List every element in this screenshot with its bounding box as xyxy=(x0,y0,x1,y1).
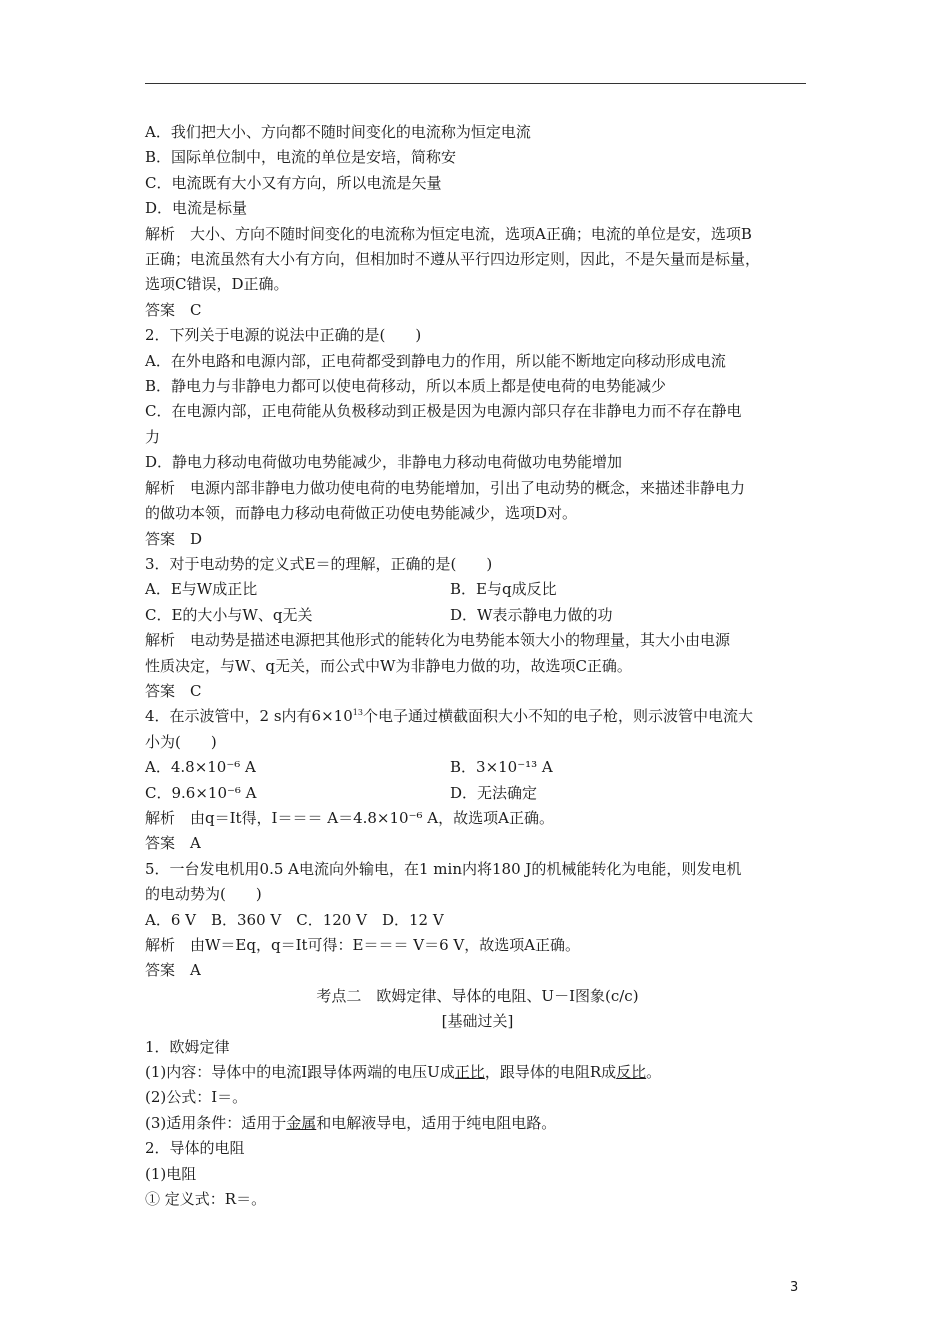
resistance-definition: ① 定义式：R＝。 xyxy=(145,1190,267,1209)
q4-option-c: C．9.6×10⁻⁶ A xyxy=(145,783,257,802)
q3-option-a: A．E与W成正比 xyxy=(145,580,258,599)
q1-option-c: C．电流既有大小又有方向，所以电流是矢量 xyxy=(145,173,442,192)
q2-option-b: B．静电力与非静电力都可以使电荷移动，所以本质上都是使电荷的电势能减少 xyxy=(145,377,667,396)
q3-option-d: D．W表示静电力做的功 xyxy=(450,605,613,624)
q2-answer: 答案 D xyxy=(145,529,203,548)
q3-option-c: C．E的大小与W、q无关 xyxy=(145,605,313,624)
ohm-content-part-3: 。 xyxy=(646,1063,662,1082)
q1-answer: 答案 C xyxy=(145,300,202,319)
q3-analysis-line-2: 性质决定，与W、q无关，而公式中W为非静电力做的功，故选项C正确。 xyxy=(145,656,632,675)
page-number: 3 xyxy=(790,1280,799,1295)
q3-stem: 3．对于电动势的定义式E＝的理解，正确的是( ) xyxy=(145,554,493,573)
q2-stem: 2．下列关于电源的说法中正确的是( ) xyxy=(145,326,422,345)
q3-options-row-1 xyxy=(145,577,810,602)
ohm-cond-blank: 金属 xyxy=(286,1113,317,1132)
page-content xyxy=(145,120,810,1212)
q4-option-a: A．4.8×10⁻⁶ A xyxy=(145,758,256,777)
q3-analysis-line-1: 解析 电动势是描述电源把其他形式的能转化为电势能本领大小的物理量，其大小由电源 xyxy=(145,631,731,650)
ohm-content-blank-2: 反比 xyxy=(616,1063,647,1082)
q1-analysis-line-2: 正确；电流虽然有大小有方向，但相加时不遵从平行四边形定则，因此，不是矢量而是标量， xyxy=(145,250,761,269)
q2-analysis-line-2: 的做功本领，而静电力移动电荷做正功使电势能减少，选项D对。 xyxy=(145,504,578,523)
ohm-cond-part-1: (3)适用条件：适用于 xyxy=(145,1113,287,1132)
q5-analysis: 解析 由W＝Eq，q＝It可得：E＝＝＝ V＝6 V，故选项A正确。 xyxy=(145,936,581,954)
q4-stem-after: 个电子通过横截面积大小不知的电子枪，则示波管中电流大 xyxy=(362,707,753,726)
header-rule xyxy=(145,83,806,84)
q1-option-a: A．我们把大小、方向都不随时间变化的电流称为恒定电流 xyxy=(145,123,531,141)
q4-option-d: D．无法确定 xyxy=(450,783,538,802)
q2-analysis-line-1: 解析 电源内部非静电力做功使电荷的电势能增加，引出了电动势的概念，来描述非静电力 xyxy=(145,478,746,497)
q5-stem-line-1: 5．一台发电机用0.5 A电流向外输电，在1 min内将180 J的机械能转化为电能，则发电机 xyxy=(145,859,742,878)
q4-options-row-1 xyxy=(145,755,810,780)
q5-options: A．6 V B．360 V C．120 V D．12 V xyxy=(145,910,444,929)
q5-stem-line-2: 的电动势为( ) xyxy=(145,885,262,904)
q3-answer: 答案 C xyxy=(145,681,202,700)
q4-stem-line-1 xyxy=(145,704,810,729)
section-title: 考点二 欧姆定律、导体的电阻、U－I图象(c/c) xyxy=(316,986,639,1005)
ohm-law-heading: 1．欧姆定律 xyxy=(145,1037,230,1056)
ohm-content-blank-1: 正比 xyxy=(454,1063,485,1082)
q1-analysis-line-1: 解析 大小、方向不随时间变化的电流称为恒定电流，选项A正确；电流的单位是安，选项B xyxy=(145,224,752,243)
q2-option-c-line-1: C．在电源内部，正电荷能从负极移动到正极是因为电源内部只存在非静电力而不存在静电 xyxy=(145,402,742,421)
q4-answer: 答案 A xyxy=(145,834,201,853)
resistance-heading: 2．导体的电阻 xyxy=(145,1139,245,1158)
q1-option-b: B．国际单位制中，电流的单位是安培，简称安 xyxy=(145,148,457,167)
q2-option-d: D．静电力移动电荷做功电势能减少，非静电力移动电荷做功电势能增加 xyxy=(145,453,623,472)
q4-stem-before: 4．在示波管中，2 s内有6×10 xyxy=(145,707,353,726)
q1-analysis-line-3: 选项C错误，D正确。 xyxy=(145,275,289,294)
ohm-content-part-1: (1)内容：导体中的电流I跟导体两端的电压U成 xyxy=(145,1063,455,1082)
section-subtitle: [基础过关] xyxy=(441,1012,514,1031)
resistance-subheading: (1)电阻 xyxy=(145,1164,197,1183)
q4-option-b: B．3×10⁻¹³ A xyxy=(450,758,553,777)
ohm-content-part-2: ，跟导体的电阻R成 xyxy=(484,1063,617,1082)
q1-option-d: D．电流是标量 xyxy=(145,199,248,218)
q4-stem-line-2: 小为( ) xyxy=(145,732,217,751)
ohm-law-formula: (2)公式：I＝。 xyxy=(145,1088,248,1107)
ohm-cond-part-2: 和电解液导电，适用于纯电阻电路。 xyxy=(316,1113,557,1132)
q3-option-b: B．E与q成反比 xyxy=(450,580,557,599)
q3-options-row-2 xyxy=(145,603,810,628)
q2-option-c-line-2: 力 xyxy=(145,427,161,446)
ohm-law-conditions xyxy=(145,1111,810,1136)
q4-analysis: 解析 由q＝It得，I＝＝＝ A＝4.8×10⁻⁶ A，故选项A正确。 xyxy=(145,808,554,827)
q4-stem-exponent: 13 xyxy=(352,708,363,718)
q5-answer: 答案 A xyxy=(145,961,201,980)
q2-option-a: A．在外电路和电源内部，正电荷都受到静电力的作用，所以能不断地定向移动形成电流 xyxy=(145,351,726,370)
ohm-law-content xyxy=(145,1060,810,1085)
q4-options-row-2 xyxy=(145,781,810,806)
